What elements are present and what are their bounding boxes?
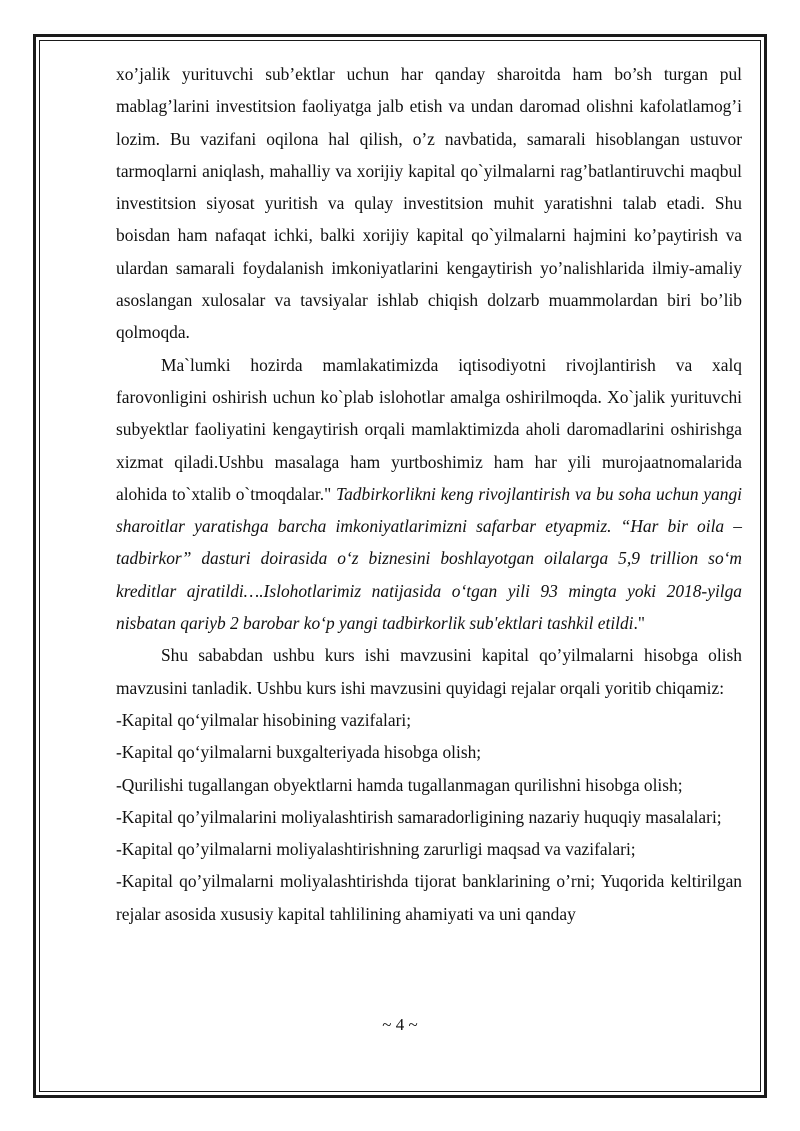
list-item: -Qurilishi tugallangan obyektlarni hamda tugallanmagan qurilishni hisobga olish; — [116, 774, 683, 795]
paragraph-3: Shu sababdan ushbu kurs ishi mavzusini kapital qo’yilmalarni hisobga olish mavzusini tanladik. Ushbu kurs ishi mavzusini quyidagi rejalar orqali yoritib chiqamiz: — [116, 645, 742, 698]
document-body — [116, 58, 742, 930]
list-item: -Kapital qo’yilmalarni moliyalashtirishning zarurligi maqsad va vazifalari; — [116, 839, 636, 860]
list-item: -Kapital qo‘yilmalar hisobining vazifalari; — [116, 709, 412, 730]
president-quote: Tadbirkorlikni keng rivojlantirish va bu soha uchun yangi sharoitlar yaratishga barcha imkoniyatlarimizni safarbar etyapmiz. “Har bir oila – tadbirkor” dasturi doirasida o‘z biznesini boshlayotgan oilalarga 5,9 trillion so‘m kreditlar ajratildi….Islohotlarimiz natijasida o‘tgan yili 93 mingta yoki 2018-yilga nisbatan qariyb 2 barobar ko‘p yangi tadbirkorlik sub'ektlari tashkil etildi — [116, 483, 742, 634]
page-number: ~ 4 ~ — [382, 1015, 418, 1034]
paragraph-2-text: Ma`lumki hozirda mamlakatimizda iqtisodiyotni rivojlantirish va xalq farovonligini oshirish uchun ko`plab islohotlar amalga oshirilmoqda. Xo`jalik yurituvchi subyektlar faoliyatini kengaytirish orqali mamlaktimizda aholi daromadlarini oshirishga xizmat qiladi.Ushbu masalaga ham yurtboshimiz ham har yili murojaatnomalarida alohida to`xtalib o`tmoqdalar." — [116, 354, 742, 504]
paragraph-2-closing: ." — [633, 613, 645, 634]
paragraph-2 — [116, 349, 742, 640]
paragraph-1: xo’jalik yurituvchi sub’ektlar uchun har qanday sharoitda ham bo’sh turgan pul mablag’larini investitsion faoliyatga jalb etish va undan daromad olishni kafolatlamog’i lozim. Bu vazifani oqilona hal qilish, o’z navbatida, samarali hisoblangan ustuvor tarmoqlarni aniqlash, mahalliy va xorijiy kapital qo`yilmalarni rag’batlantiruvchi maqbul investitsion siyosat yuritish va qulay investitsion muhit yaratishni talab etadi. Shu boisdan ham nafaqat ichki, balki xorijiy kapital qo`yilmalarni hajmini ko’paytirish va ulardan samarali foydalanish imkoniyatlarini kengaytirish yo’nalishlarida ilmiy-amaliy asoslangan xulosalar va tavsiyalar ishlab chiqish dolzarb muammolardan biri bo’lib qolmoqda. — [116, 64, 742, 343]
list-item: -Kapital qo‘yilmalarni buxgalteriyada hisobga olish; — [116, 742, 482, 763]
list-item: -Kapital qo’yilmalarni moliyalashtirishda tijorat banklarining o’rni; Yuqorida keltirilgan rejalar asosida xususiy kapital tahlilining ahamiyati va uni qanday — [116, 871, 742, 924]
list-item: -Kapital qo’yilmalarini moliyalashtirish samaradorligining nazariy huquqiy masalalari; — [116, 806, 722, 827]
